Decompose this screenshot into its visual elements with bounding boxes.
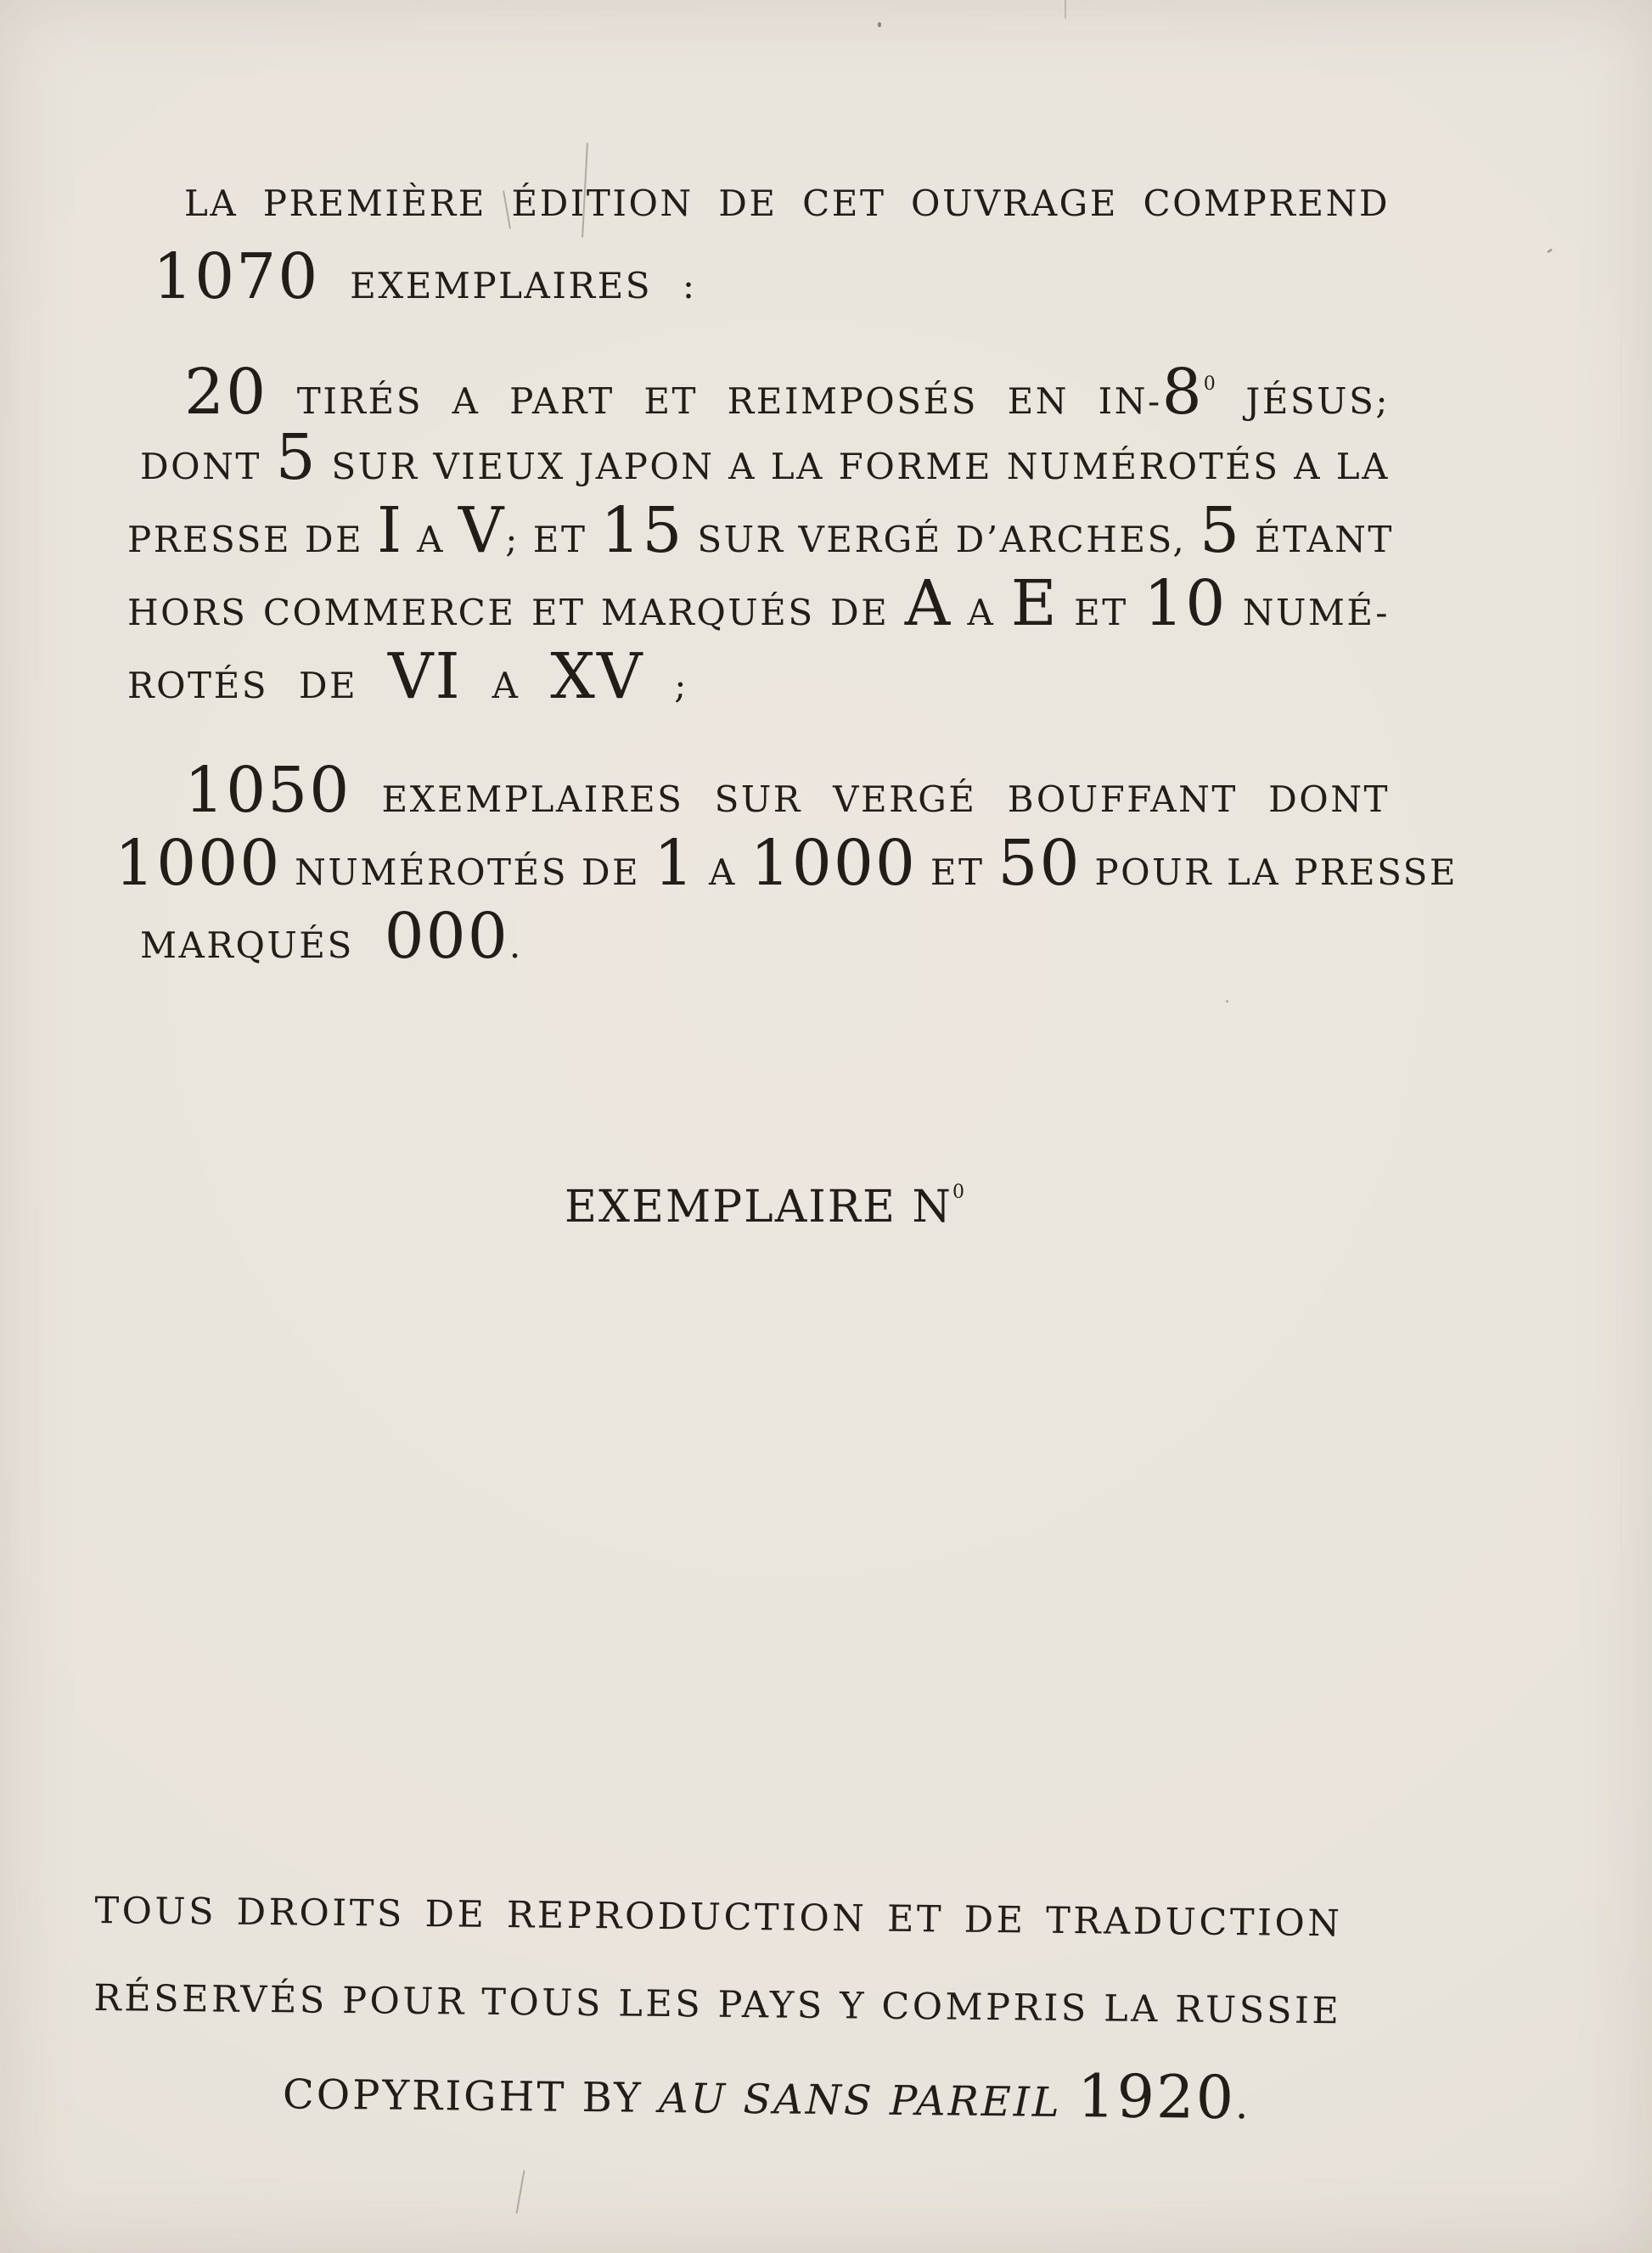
text-line: MARQUÉS 000. [140,900,523,973]
text-line: ROTÉS DE VI A XV ; [127,640,688,713]
text-line: RÉSERVÉS POUR TOUS LES PAYS Y COMPRIS LA RUSSIE [93,1976,1342,2033]
text-line: 1050 EXEMPLAIRES SUR VERGÉ BOUFFANT DONT [184,754,1390,827]
paragraph-edition-total [115,167,1390,313]
paragraph-special-copies [115,348,1394,713]
text-line: 1000 NUMÉROTÉS DE 1 A 1000 ET 50 POUR LA PRESSE [115,827,1458,900]
text-line: 1070 EXEMPLAIRES : [153,240,697,313]
ink-speck [878,22,881,27]
limitation-statement [115,167,1458,973]
text-line: DONT 5 SUR VIEUX JAPON A LA FORME NUMÉROTÉS A LA [140,421,1390,494]
text-line: LA PREMIÈRE ÉDITION DE CET OUVRAGE COMPREND [184,183,1390,224]
ink-speck [1547,248,1553,253]
ink-speck [1226,1000,1228,1003]
scratch-mark [1065,0,1066,19]
text-line: TOUS DROITS DE REPRODUCTION ET DE TRADUCTION [94,1889,1343,1946]
text-line: 20 TIRÉS A PART ET REIMPOSÉS EN $IN-8^0$ JÉSUS; [184,356,1390,429]
scratch-mark [516,2170,525,2214]
text-line: PRESSE DE I A V; ET 15 SUR VERGÉ D’ARCHES, 5 ÉTANT [127,494,1394,567]
text-line: HORS COMMERCE ET MARQUÉS DE A A E ET 10 NUMÉ- [127,567,1390,640]
text-line: COPYRIGHT BY AU SANS PAREIL 1920. [282,2061,1251,2133]
exemplaire-number-line: EXEMPLAIRE $N^0$ [565,1182,965,1233]
paragraph-ordinary-copies [115,754,1458,973]
copyright-notice [93,1868,1343,2143]
